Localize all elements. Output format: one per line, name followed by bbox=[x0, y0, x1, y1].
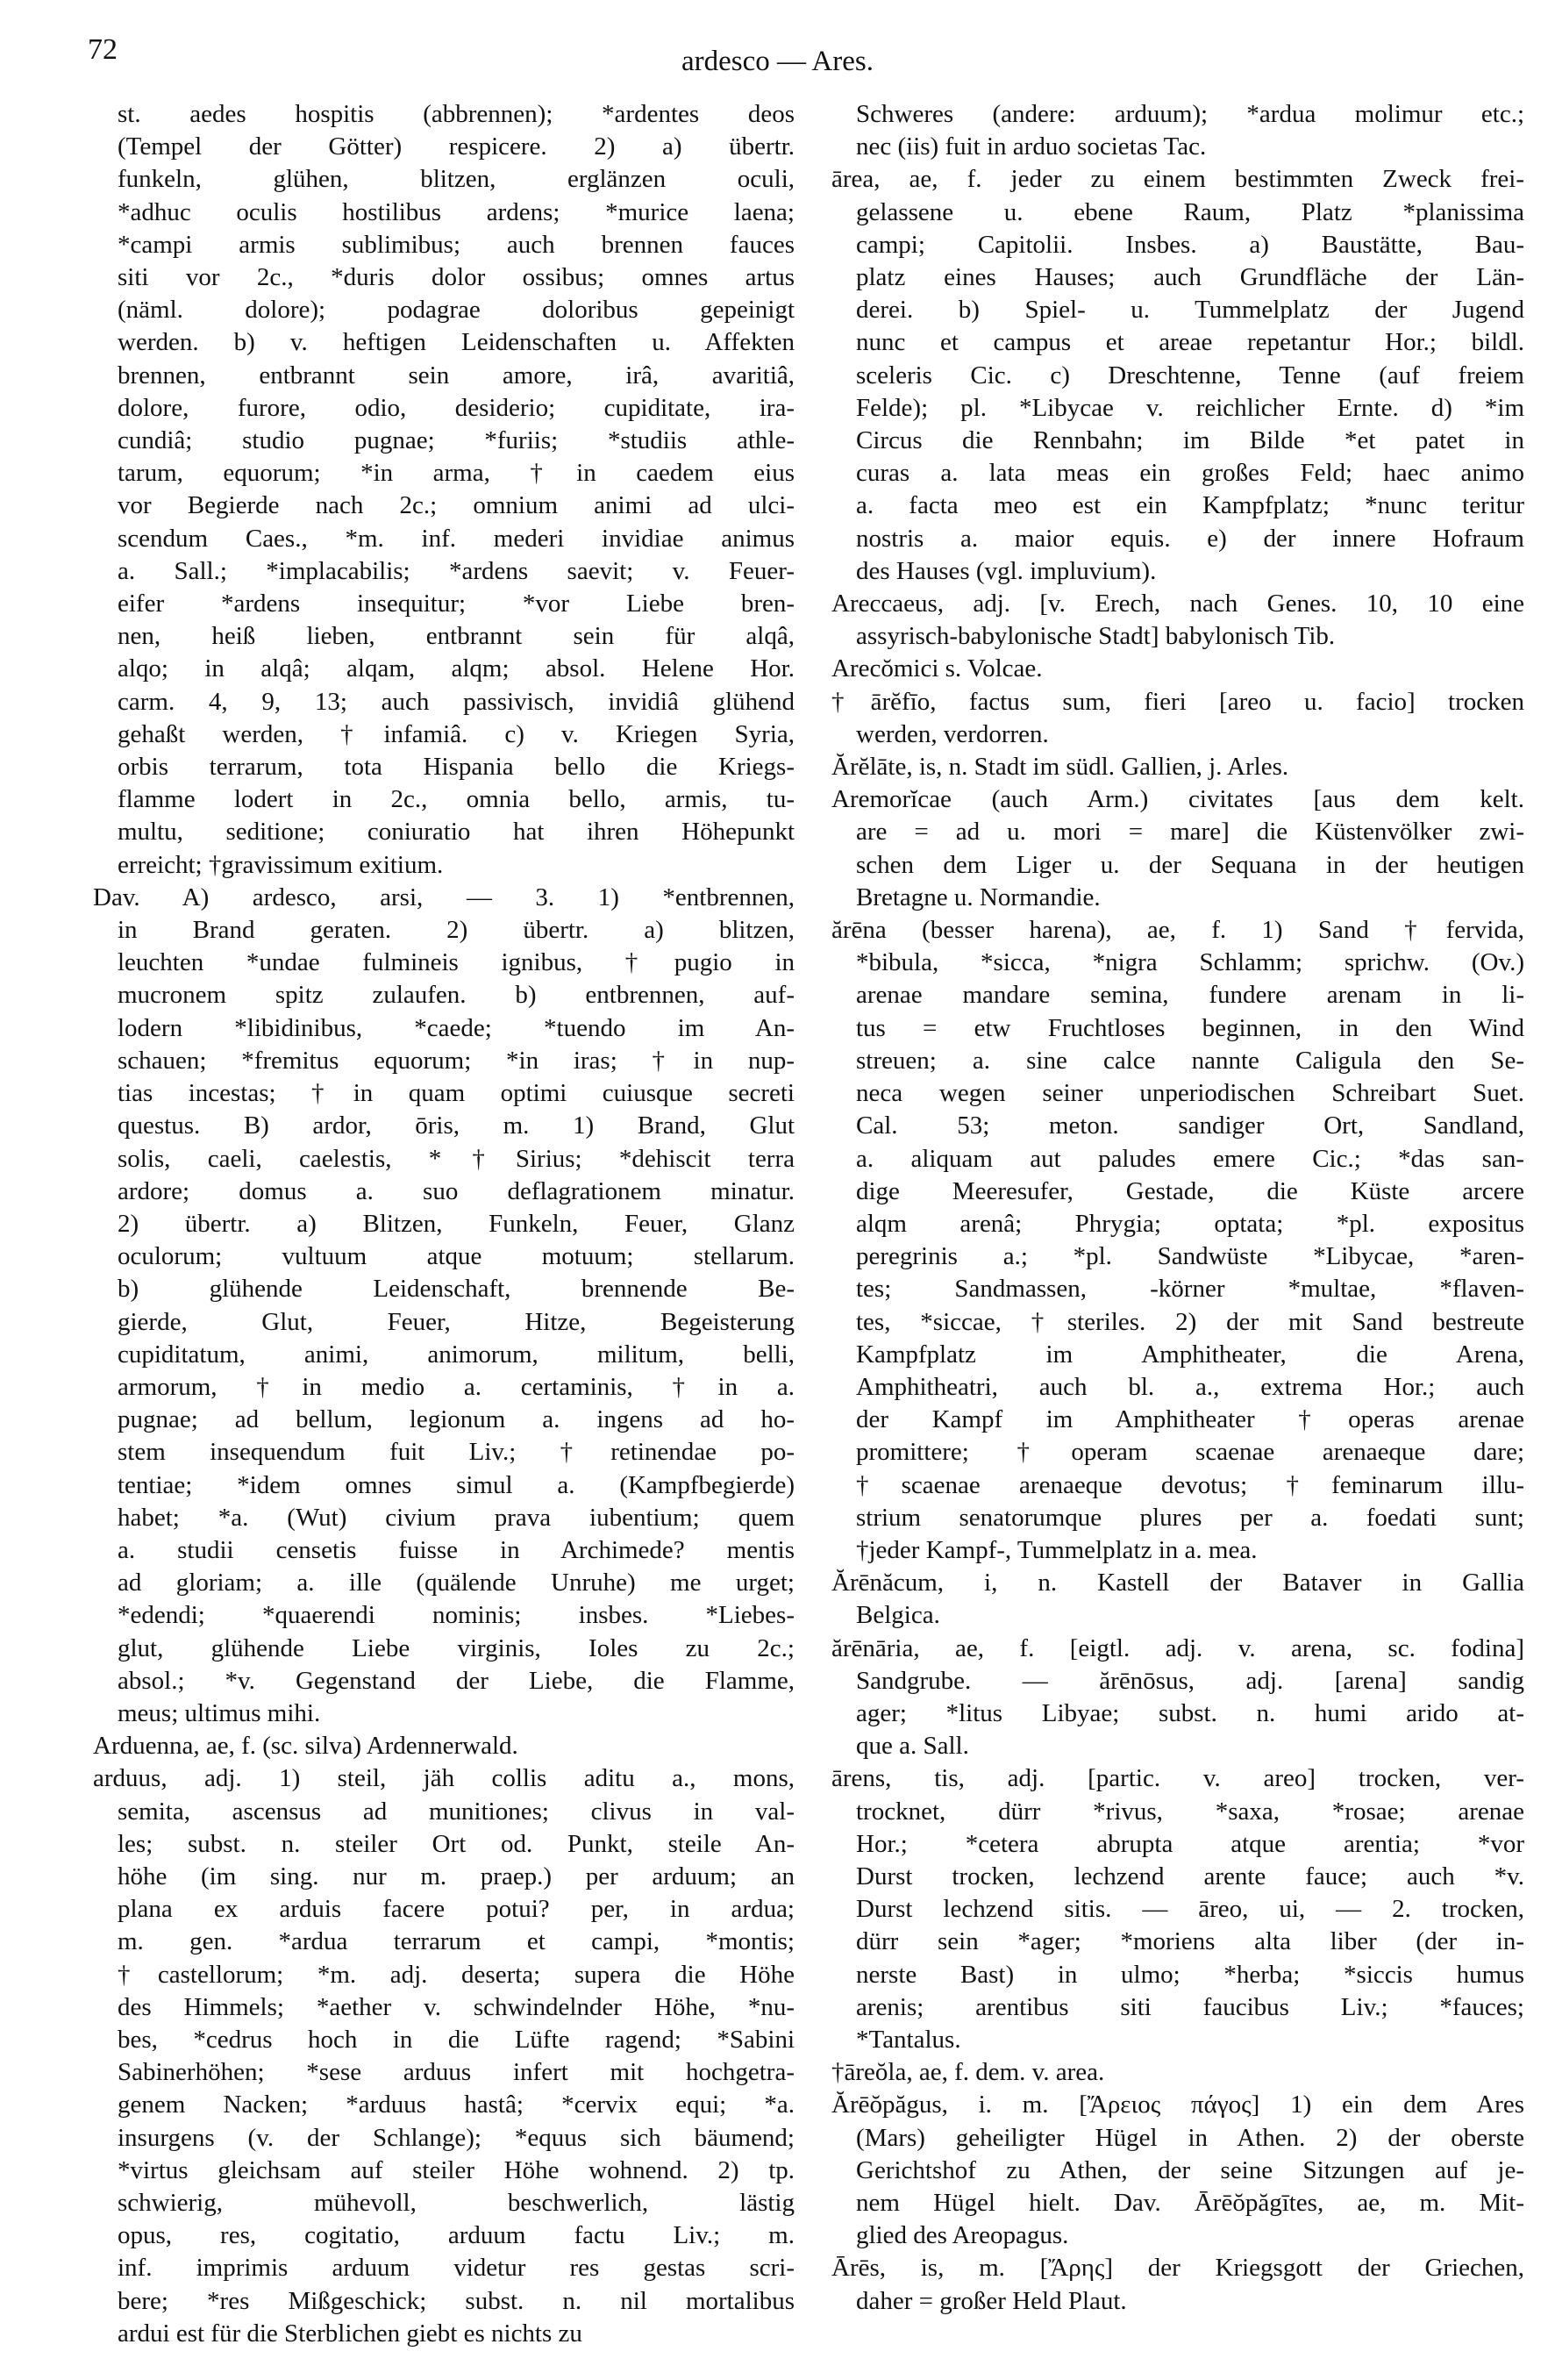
entry-line: opus, res, cogitatio, arduum factu Liv.; m. bbox=[118, 2221, 795, 2250]
entry-line: solis, caeli, caelestis, *†Sirius; *dehiscit terra bbox=[118, 1144, 795, 1173]
entry-line: bere; *res Mißgeschick; subst. n. nil mortalibus bbox=[118, 2286, 795, 2315]
entry-line: brennen, entbrannt sein amore, irâ, avaritiâ, bbox=[118, 361, 795, 390]
entry-line: nen, heiß lieben, entbrannt sein für alqâ, bbox=[118, 622, 795, 651]
entry-line: streuen; a. sine calce nannte Caligula den Se- bbox=[856, 1046, 1524, 1075]
entry-line: †scaenae arenaeque devotus; †feminarum illu- bbox=[856, 1470, 1524, 1499]
entry-line: assyrisch-babylonische Stadt] babylonisch Tib. bbox=[856, 622, 1336, 651]
entry-line: *bibula, *sicca, *nigra Schlamm; sprichw. (Ov.) bbox=[856, 948, 1524, 977]
entry-line: gehaßt werden, †infamiâ. c) v. Kriegen Syria, bbox=[118, 719, 795, 748]
entry-line: gelassene u. ebene Raum, Platz *planissima bbox=[856, 197, 1524, 226]
entry-line: tentiae; *idem omnes simul a. (Kampfbegierde) bbox=[118, 1470, 795, 1499]
entry-line: des Himmels; *aether v. schwindelnder Höhe, *nu- bbox=[118, 1992, 795, 2021]
entry-line: ardui est für die Sterblichen giebt es nichts zu bbox=[118, 2319, 582, 2348]
entry-line: Ărēŏpăgus, i. m. [Ἄρειος πάγος] 1) ein dem Ares bbox=[831, 2091, 1524, 2119]
entry-line: a. Sall.; *implacabilis; *ardens saevit; v. Feuer- bbox=[118, 556, 795, 585]
entry-line: Ărĕlāte, is, n. Stadt im südl. Gallien, j. Arles. bbox=[831, 753, 1289, 782]
dictionary-entry bbox=[831, 1633, 1524, 1763]
entry-line: b) glühende Leidenschaft, brennende Be- bbox=[118, 1275, 795, 1304]
entry-line: schauen; *fremitus equorum; *in iras; †in nup- bbox=[118, 1046, 795, 1075]
entry-line: †jeder Kampf-, Tummelplatz in a. mea. bbox=[856, 1535, 1258, 1564]
entry-line: arduus, adj. 1) steil, jäh collis aditu a., mons, bbox=[93, 1764, 795, 1793]
entry-line: genem Nacken; *arduus hastâ; *cervix equi; *a. bbox=[118, 2091, 795, 2119]
dictionary-entry bbox=[831, 588, 1524, 653]
entry-line: trocknet, dürr *rivus, *saxa, *rosae; arenae bbox=[856, 1797, 1524, 1826]
entry-line: ārens, tis, adj. [partic. v. areo] trocken, ver- bbox=[831, 1764, 1524, 1793]
entry-line: *edendi; *quaerendi nominis; insbes. *Liebes- bbox=[118, 1601, 795, 1630]
right-column bbox=[831, 98, 1524, 2318]
entry-line: a. aliquam aut paludes emere Cic.; *das san- bbox=[856, 1144, 1524, 1173]
entry-line: Gerichtshof zu Athen, der seine Sitzungen auf je- bbox=[856, 2155, 1524, 2184]
entry-line: schen dem Liger u. der Sequana in der heutigen bbox=[856, 850, 1524, 879]
entry-line: bes, *cedrus hoch in die Lüfte ragend; *Sabini bbox=[118, 2025, 795, 2054]
entry-line: höhe (im sing. nur m. praep.) per arduum; an bbox=[118, 1862, 795, 1890]
entry-line: mucronem spitz zulaufen. b) entbrennen, auf- bbox=[118, 981, 795, 1010]
entry-line: *adhuc oculis hostilibus ardens; *murice laena; bbox=[118, 197, 795, 226]
entry-line: tias incestas; †in quam optimi cuiusque secreti bbox=[118, 1079, 795, 1108]
entry-line: Circus die Rennbahn; im Bilde *et patet in bbox=[856, 426, 1524, 455]
dictionary-entry bbox=[831, 1567, 1524, 1632]
entry-line: armorum, †in medio a. certaminis, †in a. bbox=[118, 1372, 795, 1401]
entry-line: promittere; †operam scaenae arenaeque dare; bbox=[856, 1438, 1524, 1467]
entry-line: sceleris Cic. c) Dreschtenne, Tenne (auf freiem bbox=[856, 361, 1524, 390]
entry-line: les; subst. n. steiler Ort od. Punkt, steile An- bbox=[118, 1829, 795, 1858]
entry-line: Durst trocken, lechzend arente fauce; auch *v. bbox=[856, 1862, 1524, 1890]
entry-line: que a. Sall. bbox=[856, 1732, 969, 1761]
entry-line: erreicht; †gravissimum exitium. bbox=[118, 850, 444, 879]
entry-line: semita, ascensus ad munitiones; clivus in val- bbox=[118, 1797, 795, 1826]
entry-line: arenis; arentibus siti faucibus Liv.; *fauces; bbox=[856, 1992, 1524, 2021]
left-column bbox=[93, 98, 795, 2350]
entry-line: multu, seditione; coniuratio hat ihren Höhepunkt bbox=[118, 818, 795, 847]
entry-line: Ārēs, is, m. [Ἄρης] der Kriegsgott der Griechen, bbox=[831, 2254, 1524, 2283]
entry-line: nec (iis) fuit in arduo societas Tac. bbox=[856, 132, 1207, 161]
entry-line: alqm arenâ; Phrygia; optata; *pl. expositus bbox=[856, 1209, 1524, 1238]
entry-line: †āreŏla, ae, f. dem. v. area. bbox=[831, 2058, 1105, 2087]
entry-line: *campi armis sublimibus; auch brennen fauces bbox=[118, 230, 795, 259]
dictionary-entry bbox=[831, 914, 1524, 1567]
entry-line: flamme lodert in 2c., omnia bello, armis, tu- bbox=[118, 785, 795, 814]
entry-line: Felde); pl. *Libycae v. reichlicher Ernte. d) *im bbox=[856, 393, 1524, 422]
entry-line: ager; *litus Libyae; subst. n. humi arido at- bbox=[856, 1698, 1524, 1727]
entry-line: 2) übertr. a) Blitzen, Funkeln, Feuer, Glanz bbox=[118, 1209, 795, 1238]
entry-line: m. gen. *ardua terrarum et campi, *montis; bbox=[118, 1927, 795, 1956]
dictionary-entry bbox=[831, 2089, 1524, 2252]
entry-line: meus; ultimus mihi. bbox=[118, 1698, 321, 1727]
dictionary-entry bbox=[831, 751, 1524, 783]
entry-line: plana ex arduis facere potui? per, in ardua; bbox=[118, 1895, 795, 1924]
entry-line: peregrinis a.; *pl. Sandwüste *Libycae, *aren- bbox=[856, 1242, 1524, 1271]
entry-line: (Mars) geheiligter Hügel in Athen. 2) der oberste bbox=[856, 2123, 1524, 2152]
entry-continuation bbox=[831, 98, 1524, 163]
entry-line: *Tantalus. bbox=[856, 2025, 961, 2054]
entry-line: insurgens (v. der Schlange); *equus sich bäumend; bbox=[118, 2123, 795, 2152]
entry-line: platz eines Hauses; auch Grundfläche der Län- bbox=[856, 263, 1524, 292]
dictionary-entry bbox=[831, 2252, 1524, 2317]
entry-line: cupiditatum, animi, animorum, militum, belli, bbox=[118, 1340, 795, 1369]
entry-line: derei. b) Spiel- u. Tummelplatz der Jugend bbox=[856, 296, 1524, 325]
dictionary-entry bbox=[831, 686, 1524, 751]
entry-line: curas a. lata meas ein großes Feld; haec animo bbox=[856, 459, 1524, 488]
entry-line: Ărēnăcum, i, n. Kastell der Bataver in Gallia bbox=[831, 1569, 1524, 1597]
entry-line: werden. b) v. heftigen Leidenschaften u. Affekten bbox=[118, 328, 795, 357]
entry-line: ardore; domus a. suo deflagrationem minatur. bbox=[118, 1176, 795, 1205]
entry-line: alqo; in alqâ; alqam, alqm; absol. Helene Hor. bbox=[118, 654, 795, 683]
entry-line: schwierig, mühevoll, beschwerlich, lästig bbox=[118, 2189, 795, 2217]
entry-line: tes; Sandmassen, -körner *multae, *flaven- bbox=[856, 1275, 1524, 1304]
entry-line: neca wegen seiner unperiodischen Schreibart Suet. bbox=[856, 1079, 1524, 1108]
entry-line: (näml. dolore); podagrae doloribus gepeinigt bbox=[118, 296, 795, 325]
entry-line: Sandgrube. — ărēnōsus, adj. [arena] sandig bbox=[856, 1666, 1524, 1695]
entry-line: absol.; *v. Gegenstand der Liebe, die Flamme, bbox=[118, 1666, 795, 1695]
entry-line: des Hauses (vgl. impluvium). bbox=[856, 556, 1157, 585]
entry-line: glied des Areopagus. bbox=[856, 2221, 1069, 2250]
entry-line: strium senatorumque plures per a. foedati sunt; bbox=[856, 1503, 1524, 1532]
entry-line: scendum Caes., *m. inf. mederi invidiae animus bbox=[118, 524, 795, 553]
entry-line: tarum, equorum; *in arma, †in caedem eius bbox=[118, 459, 795, 488]
entry-line: der Kampf im Amphitheater †operas arenae bbox=[856, 1405, 1524, 1434]
entry-line: a. facta meo est ein Kampfplatz; *nunc teritur bbox=[856, 491, 1524, 520]
entry-line: Sabinerhöhen; *sese arduus infert mit hochgetra- bbox=[118, 2058, 795, 2087]
dictionary-entry bbox=[93, 1762, 795, 2350]
entry-line: Arduenna, ae, f. (sc. silva) Ardennerwald. bbox=[93, 1732, 518, 1761]
entry-line: Belgica. bbox=[856, 1601, 940, 1630]
entry-line: Aremorĭcae (auch Arm.) civitates [aus dem kelt. bbox=[831, 785, 1524, 814]
entry-line: st. aedes hospitis (abbrennen); *ardentes deos bbox=[118, 100, 795, 128]
entry-line: are = ad u. mori = mare] die Küstenvölker zwi- bbox=[856, 818, 1524, 847]
dictionary-entry bbox=[831, 1762, 1524, 2056]
entry-continuation bbox=[93, 98, 795, 882]
entry-line: ad gloriam; a. ille (quälende Unruhe) me urget; bbox=[118, 1569, 795, 1597]
entry-line: Bretagne u. Normandie. bbox=[856, 883, 1101, 911]
entry-line: leuchten *undae fulmineis ignibus, †pugio in bbox=[118, 948, 795, 977]
entry-line: ărēna (besser harena), ae, f. 1) Sand †fervida, bbox=[831, 916, 1524, 945]
entry-line: a. studii censetis fuisse in Archimede? mentis bbox=[118, 1535, 795, 1564]
entry-line: eifer *ardens insequitur; *vor Liebe bren- bbox=[118, 590, 795, 618]
dictionary-entry bbox=[831, 163, 1524, 588]
entry-line: vor Begierde nach 2c.; omnium animi ad ulci- bbox=[118, 491, 795, 520]
entry-line: †castellorum; *m. adj. deserta; supera die Höhe bbox=[118, 1960, 795, 1989]
entry-line: stem insequendum fuit Liv.; †retinendae po- bbox=[118, 1438, 795, 1467]
entry-line: cundiâ; studio pugnae; *furiis; *studiis athle- bbox=[118, 426, 795, 455]
entry-line: in Brand geraten. 2) übertr. a) blitzen, bbox=[118, 916, 795, 945]
entry-line: siti vor 2c., *duris dolor ossibus; omnes artus bbox=[118, 263, 795, 292]
page-number: 72 bbox=[88, 33, 118, 66]
entry-line: Kampfplatz im Amphitheater, die Arena, bbox=[856, 1340, 1524, 1369]
dictionary-entry bbox=[93, 882, 795, 1730]
entry-line: pugnae; ad bellum, legionum a. ingens ad ho- bbox=[118, 1405, 795, 1434]
entry-line: daher = großer Held Plaut. bbox=[856, 2286, 1127, 2315]
entry-line: nostris a. maior equis. e) der innere Hofraum bbox=[856, 524, 1524, 553]
entry-line: campi; Capitolii. Insbes. a) Baustätte, Bau- bbox=[856, 230, 1524, 259]
entry-line: Arecŏmici s. Volcae. bbox=[831, 654, 1043, 683]
entry-line: habet; *a. (Wut) civium prava iubentium; quem bbox=[118, 1503, 795, 1532]
entry-line: ārea, ae, f. jeder zu einem bestimmten Zweck frei- bbox=[831, 165, 1524, 194]
entry-line: orbis terrarum, tota Hispania bello die Kriegs- bbox=[118, 753, 795, 782]
entry-line: Schweres (andere: arduum); *ardua molimur etc.; bbox=[856, 100, 1524, 128]
entry-line: inf. imprimis arduum videtur res gestas scri- bbox=[118, 2254, 795, 2283]
entry-line: tus = etw Fruchtloses beginnen, in den Wind bbox=[856, 1013, 1524, 1042]
entry-line: funkeln, glühen, blitzen, erglänzen oculi, bbox=[118, 165, 795, 194]
entry-line: dolore, furore, odio, desiderio; cupiditate, ira- bbox=[118, 393, 795, 422]
entry-line: Hor.; *cetera abrupta atque arentia; *vor bbox=[856, 1829, 1524, 1858]
entry-line: glut, glühende Liebe virginis, Ioles zu 2c.; bbox=[118, 1633, 795, 1662]
entry-line: Durst lechzend sitis. — āreo, ui, — 2. trocken, bbox=[856, 1895, 1524, 1924]
entry-line: (Tempel der Götter) respicere. 2) a) übertr. bbox=[118, 132, 795, 161]
entry-line: nunc et campus et areae repetantur Hor.; bildl. bbox=[856, 328, 1524, 357]
entry-line: Dav. A) ardesco, arsi, — 3. 1) *entbrennen, bbox=[93, 883, 795, 911]
entry-line: *virtus gleichsam auf steiler Höhe wohnend. 2) tp. bbox=[118, 2155, 795, 2184]
entry-line: oculorum; vultuum atque motuum; stellarum. bbox=[118, 1242, 795, 1271]
running-head: ardesco — Ares. bbox=[681, 46, 874, 77]
entry-line: tes, *siccae, †steriles. 2) der mit Sand bestreute bbox=[856, 1307, 1524, 1336]
entry-line: †ārĕfīo, factus sum, fieri [areo u. facio] trocken bbox=[831, 687, 1524, 716]
dictionary-entry bbox=[831, 783, 1524, 914]
entry-line: arenae mandare semina, fundere arenam in li- bbox=[856, 981, 1524, 1010]
entry-line: Areccaeus, adj. [v. Erech, nach Genes. 10, 10 eine bbox=[831, 590, 1524, 618]
entry-line: werden, verdorren. bbox=[856, 719, 1049, 748]
entry-line: dige Meeresufer, Gestade, die Küste arcere bbox=[856, 1176, 1524, 1205]
entry-line: Cal. 53; meton. sandiger Ort, Sandland, bbox=[856, 1111, 1524, 1140]
entry-line: ărēnāria, ae, f. [eigtl. adj. v. arena, sc. fodina] bbox=[831, 1633, 1524, 1662]
dictionary-entry bbox=[831, 2056, 1524, 2089]
entry-line: questus. B) ardor, ōris, m. 1) Brand, Glut bbox=[118, 1111, 795, 1140]
entry-line: gierde, Glut, Feuer, Hitze, Begeisterung bbox=[118, 1307, 795, 1336]
entry-line: nem Hügel hielt. Dav. Ārēŏpăgītes, ae, m. Mit- bbox=[856, 2189, 1524, 2217]
entry-line: lodern *libidinibus, *caede; *tuendo im An- bbox=[118, 1013, 795, 1042]
entry-line: carm. 4, 9, 13; auch passivisch, invidiâ glühend bbox=[118, 687, 795, 716]
dictionary-entry bbox=[831, 653, 1524, 685]
entry-line: dürr sein *ager; *moriens alta liber (der in- bbox=[856, 1927, 1524, 1956]
dictionary-entry bbox=[93, 1730, 795, 1762]
entry-line: nerste Bast) in ulmo; *herba; *siccis humus bbox=[856, 1960, 1524, 1989]
entry-line: Amphitheatri, auch bl. a., extrema Hor.; auch bbox=[856, 1372, 1524, 1401]
